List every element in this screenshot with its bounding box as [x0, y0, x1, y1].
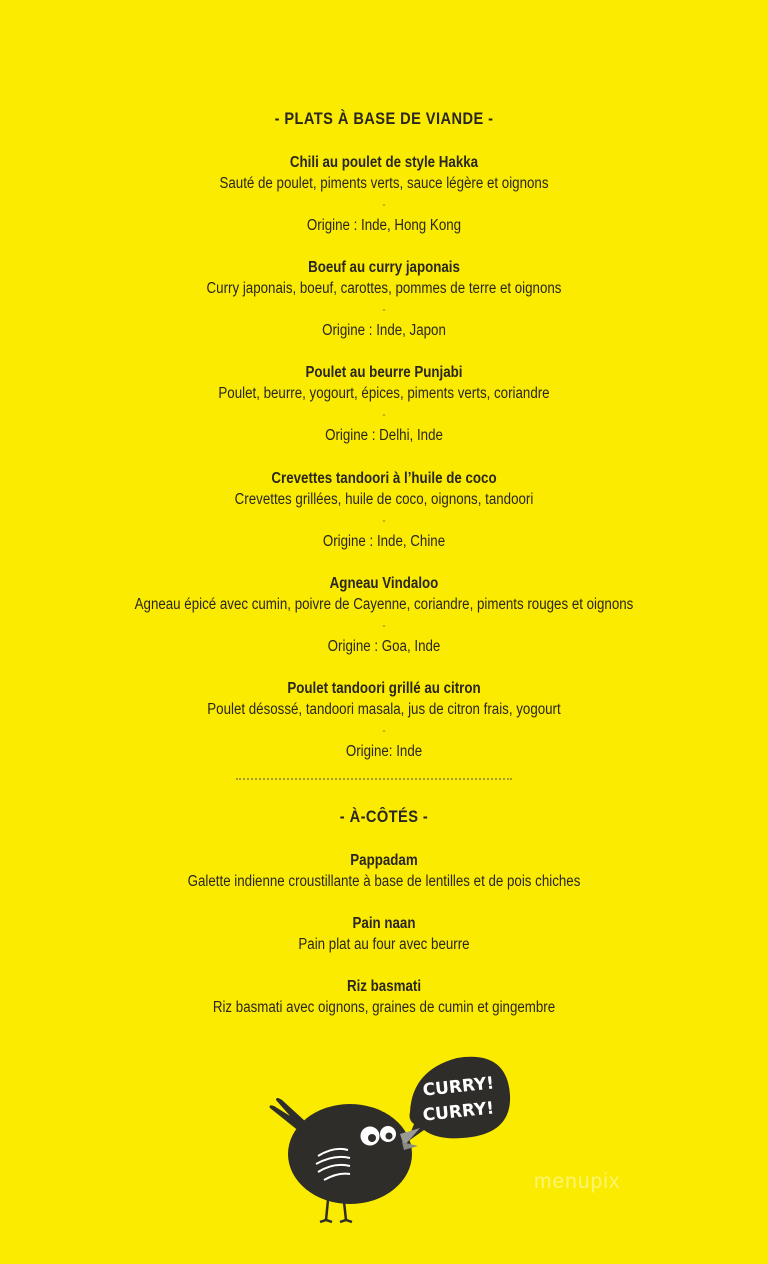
bubble-text-line2: CURRY!	[421, 1098, 496, 1126]
item-description: Agneau épicé avec cumin, poivre de Cayenne, coriandre, piments rouges et oignons	[134, 596, 634, 613]
menu-item	[0, 152, 768, 236]
menu-item	[0, 976, 768, 1018]
section-title-meat: - PLATS À BASE DE VIANDE -	[274, 109, 494, 128]
item-origin: Origine : Inde, Hong Kong	[306, 217, 462, 234]
item-origin: Origine: Inde	[345, 743, 423, 760]
menu-item	[0, 468, 768, 552]
item-separator: -	[382, 618, 386, 632]
item-name: Agneau Vindaloo	[329, 575, 439, 592]
item-origin: Origine : Inde, Chine	[322, 533, 446, 550]
section-title-sides: - À-CÔTÉS -	[339, 807, 429, 826]
item-description: Galette indienne croustillante à base de lentilles et de pois chiches	[187, 873, 581, 890]
item-description: Pain plat au four avec beurre	[298, 936, 470, 953]
item-name: Boeuf au curry japonais	[308, 259, 460, 276]
menu-item	[0, 678, 768, 762]
item-origin: Origine : Inde, Japon	[322, 322, 446, 339]
item-name: Pain naan	[352, 915, 416, 932]
item-name: Poulet au beurre Punjabi	[305, 364, 463, 381]
item-description: Riz basmati avec oignons, graines de cumin et gingembre	[212, 999, 556, 1016]
item-origin: Origine : Goa, Inde	[327, 638, 441, 655]
item-description: Curry japonais, boeuf, carottes, pommes de terre et oignons	[206, 280, 562, 297]
item-separator: -	[382, 723, 386, 737]
item-name: Crevettes tandoori à l’huile de coco	[271, 470, 497, 487]
menu-item	[0, 850, 768, 892]
menu-item	[0, 913, 768, 955]
bird-mascot-icon	[262, 1050, 522, 1230]
menu-item	[0, 573, 768, 657]
menu-item	[0, 362, 768, 446]
item-name: Riz basmati	[346, 978, 422, 995]
item-name: Chili au poulet de style Hakka	[289, 154, 479, 171]
item-origin: Origine : Delhi, Inde	[325, 427, 443, 444]
item-description: Poulet, beurre, yogourt, épices, piments verts, coriandre	[218, 385, 550, 402]
item-separator: -	[382, 407, 386, 421]
item-separator: -	[382, 197, 386, 211]
menu-item	[0, 257, 768, 341]
item-description: Crevettes grillées, huile de coco, oignons, tandoori	[234, 491, 534, 508]
item-name: Pappadam	[350, 852, 418, 869]
item-description: Sauté de poulet, piments verts, sauce légère et oignons	[219, 175, 549, 192]
item-name: Poulet tandoori grillé au citron	[287, 680, 481, 697]
item-separator: -	[382, 302, 386, 316]
bubble-text-line1: CURRY!	[421, 1073, 496, 1101]
item-separator: -	[382, 513, 386, 527]
speech-bubble	[407, 1057, 510, 1142]
item-description: Poulet désossé, tandoori masala, jus de citron frais, yogourt	[207, 701, 561, 718]
dotted-divider	[236, 778, 512, 784]
watermark: menupix	[534, 1170, 621, 1193]
